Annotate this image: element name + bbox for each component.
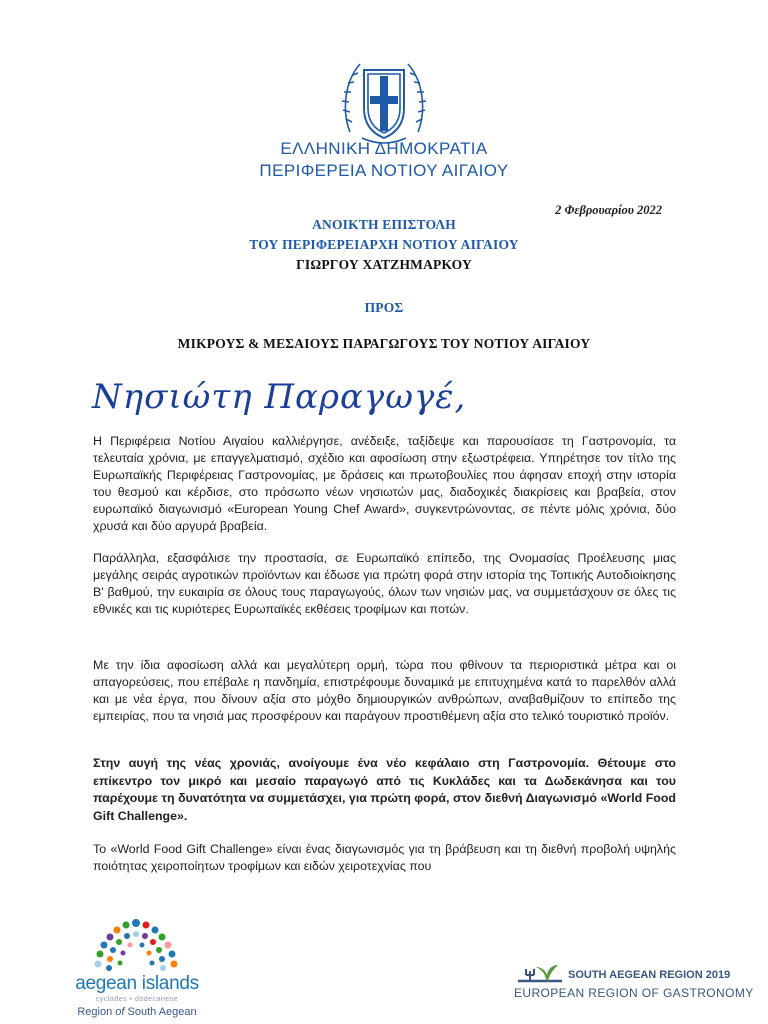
european-region-gastronomy-logo xyxy=(510,958,754,1008)
handwritten-salutation: Νησιώτη Παραγωγέ, xyxy=(92,377,467,417)
recipients-line: ΜΙΚΡΟΥΣ & ΜΕΣΑΙΟΥΣ ΠΑΡΑΓΩΓΟΥΣ ΤΟΥ ΝΟΤΙΟΥ ΑΙΓΑΙΟΥ xyxy=(177,336,591,351)
region-prefix: Region xyxy=(77,1006,113,1018)
aegean-islands-title: aegean islands xyxy=(75,973,199,994)
paragraph-1: Η Περιφέρεια Νοτίου Αιγαίου καλλιέργησε, ανέδειξε, ταξίδεψε και παρουσίασε τη Γαστρονομία, τα τελευταία χρόνια, με επαγγελματισμό, σχέδιο και αφοσίωση στην εξωστρέφεια. Υπηρέτησε τον τίτλο της Ευρωπαϊκής Περιφέρειας Γαστρονομίας, με δράσεις και πρωτοβουλίες που άφησαν εποχή στην ιστορία του θεσμού και κέρδισε, στο πρόσωπο νέων νησιωτών μας, διαδοχικές διακρίσεις και βραβεία, στον ευρωπαϊκό διαγωνισμό «European Young Chef Award», συγκεντρώνοντας, σε πέντε μόλις χρόνια, δύο χρυσά και δύο αργυρά βραβεία. xyxy=(93,434,676,533)
aegean-islands-subtitle: cyclades • dodecanese xyxy=(95,996,179,1003)
title-line-3: ΓΙΩΡΓΟΥ ΧΑΤΖΗΜΑΡΚΟΥ xyxy=(296,257,472,272)
to-label: ΠΡΟΣ xyxy=(364,300,404,315)
erg-label: EUROPEAN REGION OF GASTRONOMY xyxy=(514,986,754,1000)
header-republic: ΕΛΛΗΝΙΚΗ ΔΗΜΟΚΡΑΤΙΑ xyxy=(280,139,488,158)
title-line-2: ΤΟΥ ΠΕΡΙΦΕΡΕΙΑΡΧΗ ΝΟΤΙΟΥ ΑΙΓΑΙΟΥ xyxy=(249,237,519,252)
title-line-1: ΑΝΟΙΚΤΗ ΕΠΙΣΤΟΛΗ xyxy=(312,217,456,232)
paragraph-2: Παράλληλα, εξασφάλισε την προστασία, σε Ευρωπαϊκό επίπεδο, της Ονομασίας Προέλευσης μιας μεγάλης σειράς αγροτικών προϊόντων και έδωσε για πρώτη φορά στην ιστορία της Τοπικής Αυτοδιοίκησης Β' βαθμού, την ευκαιρία σε όλους τους παραγωγούς, όλων των νησιών μας, να συμμετάσχουν σε όλες τις εθνικές και τις κυριότερες Ευρωπαϊκές εκθέσεις τροφίμων και ποτών. xyxy=(93,551,676,616)
region-of: of xyxy=(115,1006,125,1018)
paragraph-5: Το «World Food Gift Challenge» είναι ένας διαγωνισμός για τη βράβευση και τη διεθνή προβολή υψηλής ποιότητας χειροποίητων τροφίμων και ειδών χειροτεχνίας που xyxy=(93,842,676,873)
region-name: South Aegean xyxy=(127,1006,197,1018)
dotted-arch-icon xyxy=(86,917,186,975)
header-region: ΠΕΡΙΦΕΡΕΙΑ ΝΟΤΙΟΥ ΑΙΓΑΙΟΥ xyxy=(259,161,509,180)
aegean-islands-logo xyxy=(62,917,212,1022)
paragraph-4-highlight: Στην αυγή της νέας χρονιάς, ανοίγουμε ένα νέο κεφάλαιο στη Γαστρονομία. Θέτουμε στο επίκεντρο τον μικρό και μεσαίο παραγωγό από τις Κυκλάδες και τα Δωδεκάνησα και του παρέχουμε τη δυνατότητα να συμμετάσχει, για πρώτη φορά, στον διεθνή Διαγωνισμό «World Food Gift Challenge». xyxy=(93,756,676,823)
sar-2019-label: SOUTH AEGEAN REGION 2019 xyxy=(568,969,731,981)
letter-date: 2 Φεβρουαρίου 2022 xyxy=(555,203,662,217)
fork-plant-icon xyxy=(516,961,566,985)
region-of-south-aegean xyxy=(62,1006,212,1018)
paragraph-3: Με την ίδια αφοσίωση αλλά και μεγαλύτερη ορμή, τώρα που φθίνουν τα περιοριστικά μέτρα και οι απαγορεύσεις, που επέβαλε η πανδημία, επιστρέφουμε δυναμικά με επιτυχημένα κατά το παρελθόν αλλά και με νέα έργα, που δίνουν αξία στο μόχθο δημιουργικών ανθρώπων, αναβαθμίζουν το επίπεδο της εμπειρίας, που τα νησιά μας προσφέρουν και παράγουν προστιθέμενη αξία στο τελικό τουριστικό προϊόν. xyxy=(93,658,676,723)
greek-coat-of-arms-icon xyxy=(340,52,428,152)
